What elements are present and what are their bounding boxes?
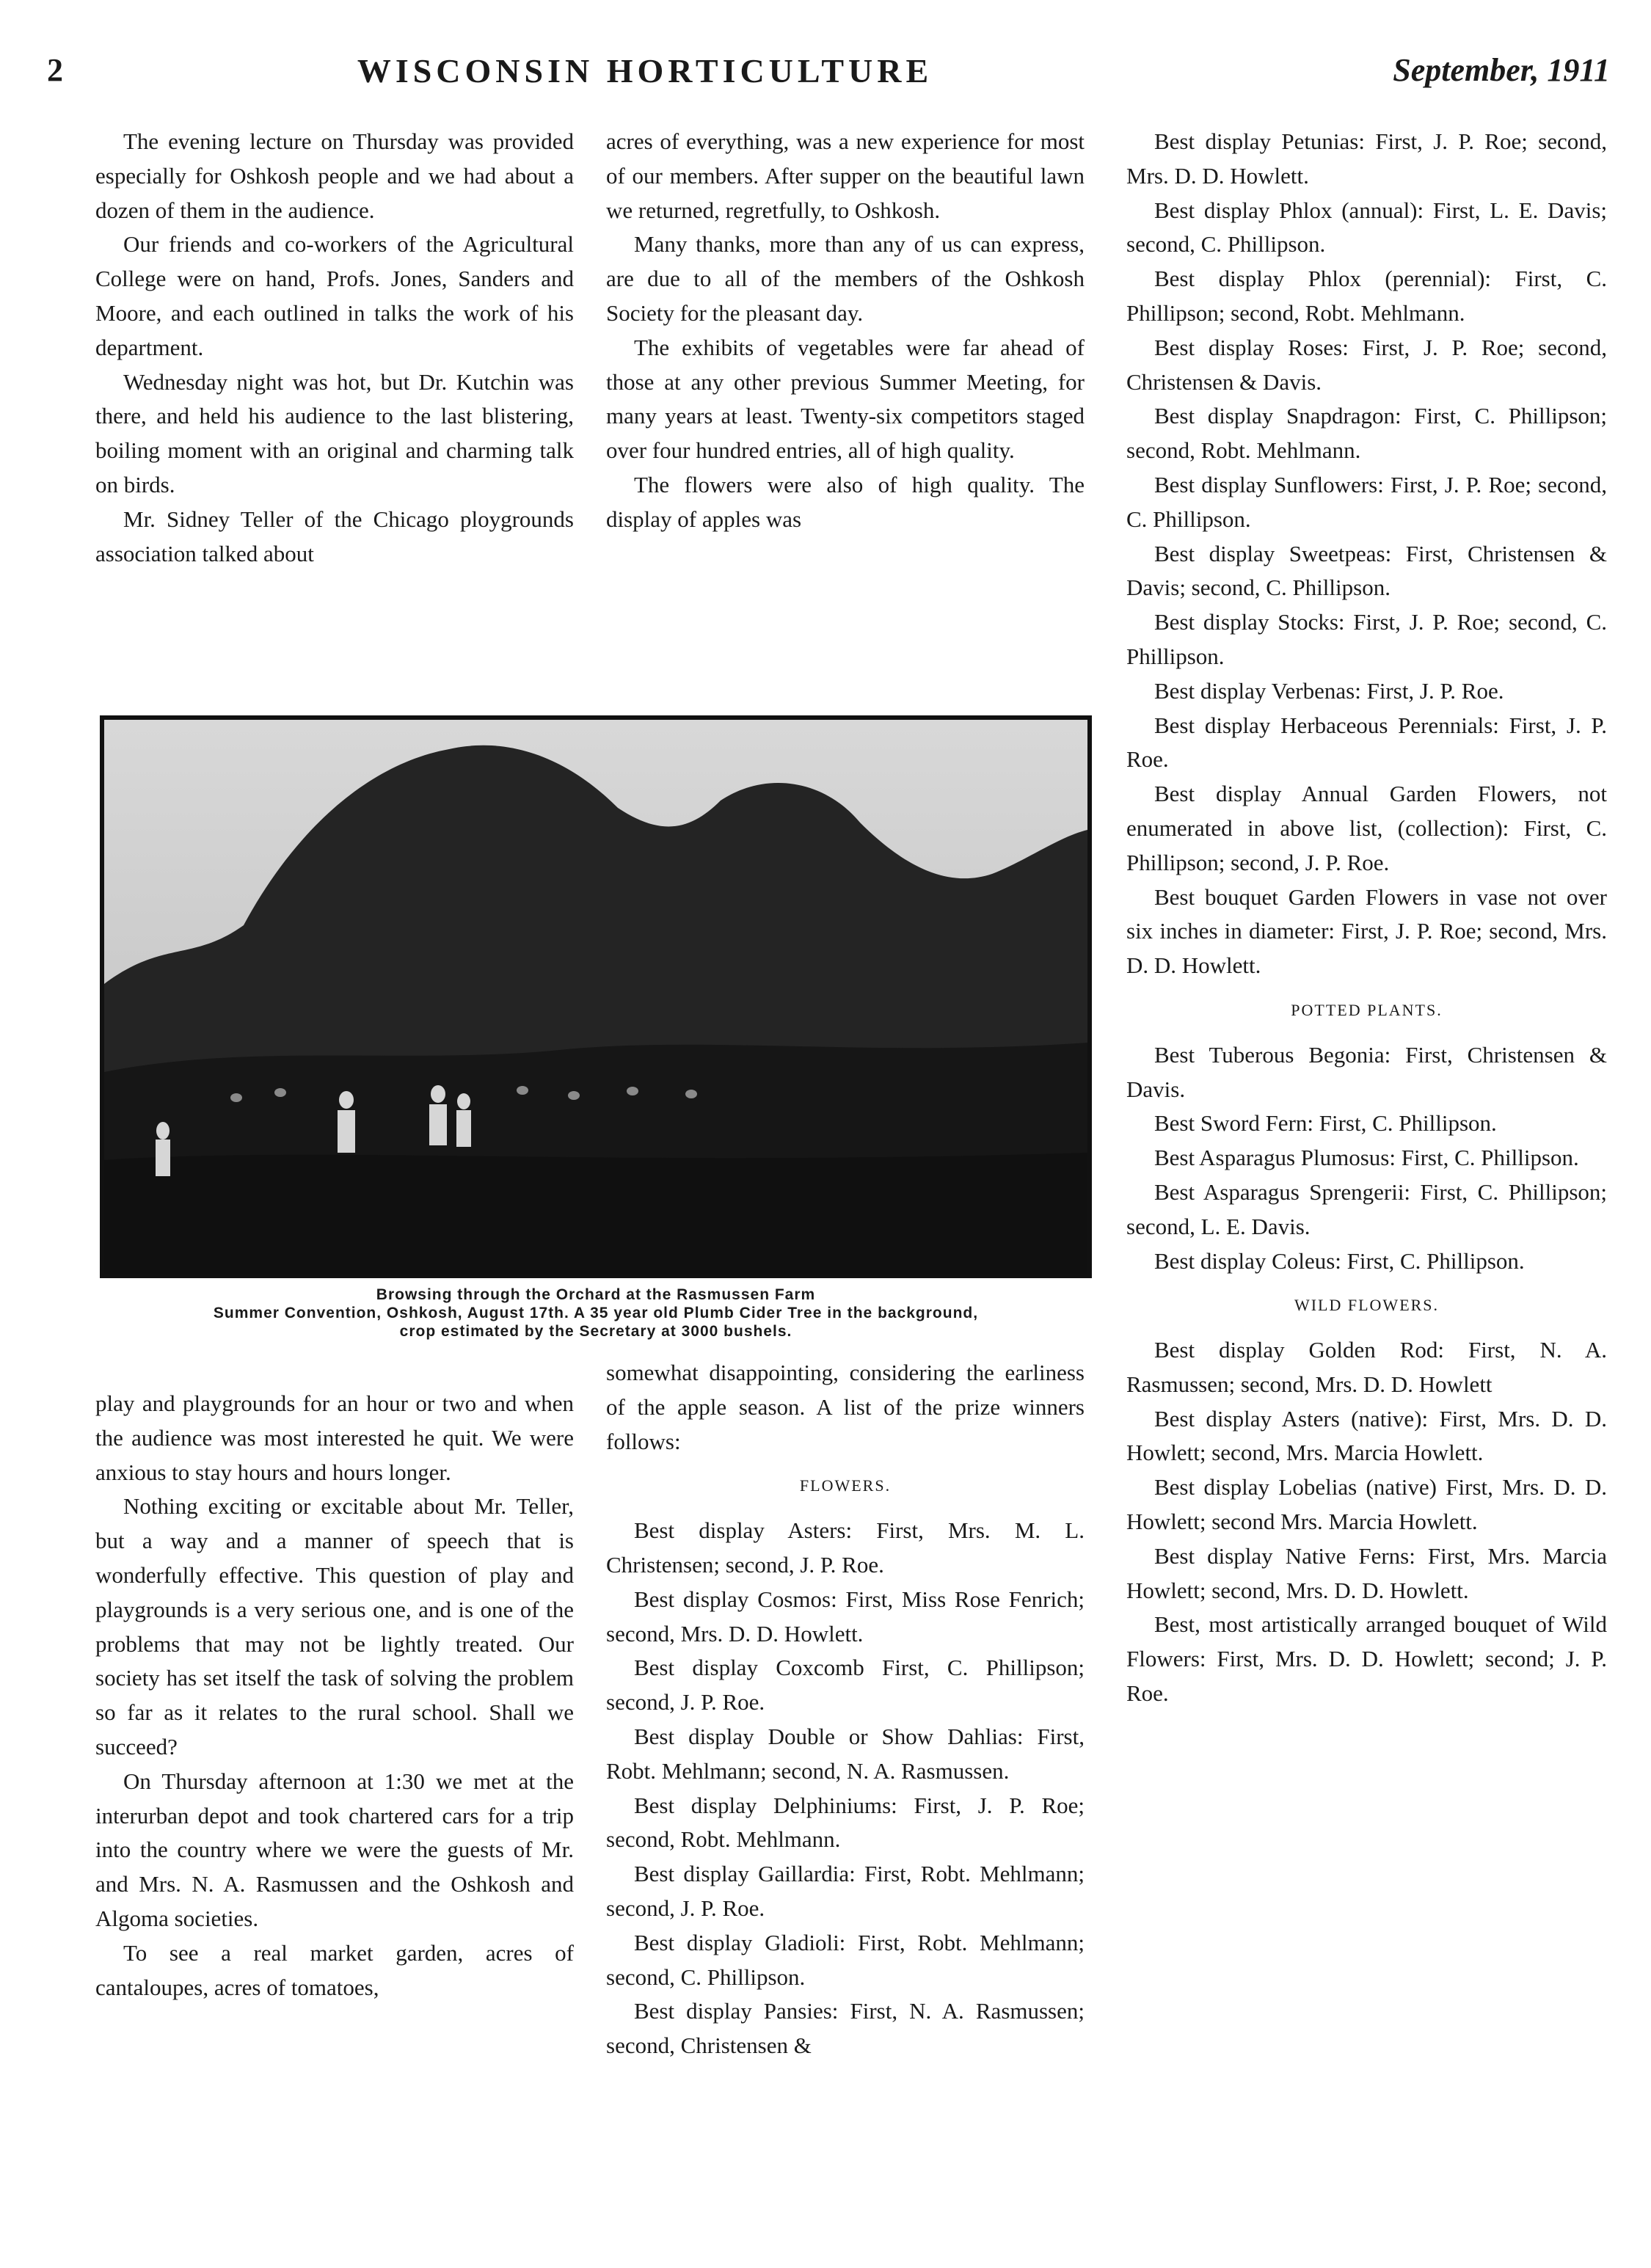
prize-entry: Best display Lobelias (native) First, Mrs. D. D. Howlett; second Mrs. Marcia Howlett. — [1126, 1474, 1607, 1535]
prize-entry: Best display Native Ferns: First, Mrs. Marcia Howlett; second, Mrs. D. D. Howlett. — [1126, 1542, 1607, 1603]
prize-entry: Best display Herbaceous Perennials: First, J. P. Roe. — [1126, 712, 1607, 773]
prize-entry: Best display Verbenas: First, J. P. Roe. — [1154, 677, 1504, 704]
caption-line: Summer Convention, Oshkosh, August 17th. A 35 year old Plumb Cider Tree in the background, — [213, 1305, 979, 1321]
section-heading-flowers: FLOWERS. — [799, 1476, 892, 1495]
paragraph: The evening lecture on Thursday was provided especially for Oshkosh people and we had about a dozen of them in the audience. — [95, 128, 574, 223]
page-header — [47, 51, 1610, 103]
prize-entry: Best Asparagus Sprengerii: First, C. Phillipson; second, L. E. Davis. — [1126, 1178, 1607, 1239]
prize-entry: Best display Phlox (annual): First, L. E. Davis; second, C. Phillipson. — [1126, 197, 1607, 258]
journal-title: WISCONSIN HORTICULTURE — [357, 52, 933, 90]
caption-title: Browsing through the Orchard at the Rasmussen Farm — [376, 1286, 816, 1303]
column-1-bottom — [95, 1387, 574, 2005]
prize-entry: Best display Stocks: First, J. P. Roe; second, C. Phillipson. — [1126, 609, 1607, 669]
prize-entry: Best display Gladioli: First, Robt. Mehlmann; second, C. Phillipson. — [606, 1929, 1085, 1990]
issue-date: September, 1911 — [1393, 52, 1610, 88]
section-heading-wild-flowers: WILD FLOWERS. — [1294, 1296, 1440, 1315]
paragraph: The exhibits of vegetables were far ahead of those at any other previous Summer Meeting, for many years at least. Twenty-six competitors staged over four hundred entries, all of high quality. — [606, 334, 1085, 464]
prize-entry: Best display Delphiniums: First, J. P. Roe; second, Robt. Mehlmann. — [606, 1792, 1085, 1853]
prize-entry: Best display Coxcomb First, C. Phillipson; second, J. P. Roe. — [606, 1655, 1085, 1715]
prize-entry: Best display Phlox (perennial): First, C. Phillipson; second, Robt. Mehlmann. — [1126, 266, 1607, 326]
column-3 — [1126, 125, 1607, 1711]
prize-entry: Best display Annual Garden Flowers, not enumerated in above list, (collection): First, C. Phillipson; second, J. P. Roe. — [1126, 781, 1607, 875]
prize-entry: Best display Roses: First, J. P. Roe; second, Christensen & Davis. — [1126, 334, 1607, 395]
prize-entry: Best display Gaillardia: First, Robt. Mehlmann; second, J. P. Roe. — [606, 1861, 1085, 1921]
prize-entry: Best display Cosmos: First, Miss Rose Fenrich; second, Mrs. D. D. Howlett. — [606, 1586, 1085, 1647]
prize-entry: Best display Snapdragon: First, C. Phillipson; second, Robt. Mehlmann. — [1126, 403, 1607, 464]
column-1-top — [95, 125, 574, 571]
orchard-photograph — [100, 715, 1092, 1278]
paragraph: The flowers were also of high quality. The display of apples was — [606, 471, 1085, 532]
column-2-bottom — [606, 1356, 1085, 2063]
paragraph: Our friends and co-workers of the Agricultural College were on hand, Profs. Jones, Sanders and Moore, and each outlined in talks the work of his department. — [95, 231, 574, 360]
paragraph: Nothing exciting or excitable about Mr. Teller, but a way and a manner of speech that is wonderfully effective. This question of play and playgrounds is a very serious one, and is one of the problems that may not be lightly treated. Our society has set itself the task of solving the problem so far as it relates to the rural school. Shall we succeed? — [95, 1493, 574, 1760]
prize-entry: Best display Golden Rod: First, N. A. Rasmussen; second, Mrs. D. D. Howlett — [1126, 1337, 1607, 1397]
paragraph: To see a real market garden, acres of cantaloupes, acres of tomatoes, — [95, 1939, 574, 2000]
page-number: 2 — [47, 52, 63, 88]
section-heading-potted-plants: POTTED PLANTS. — [1291, 1000, 1443, 1019]
prize-entry: Best Sword Fern: First, C. Phillipson. — [1154, 1110, 1497, 1137]
paragraph: somewhat disappointing, considering the earliness of the apple season. A list of the prize winners follows: — [606, 1360, 1085, 1454]
column-2-top — [606, 125, 1085, 537]
prize-entry: Best, most artistically arranged bouquet of Wild Flowers: First, Mrs. D. D. Howlett; second; J. P. Roe. — [1126, 1611, 1607, 1707]
paragraph: Wednesday night was hot, but Dr. Kutchin was there, and held his audience to the last blistering, boiling moment with an original and charming talk on birds. — [95, 368, 574, 497]
prize-entry: Best bouquet Garden Flowers in vase not over six inches in diameter: First, J. P. Roe; second, Mrs. D. D. Howlett. — [1126, 883, 1607, 979]
prize-entry: Best Asparagus Plumosus: First, C. Phillipson. — [1154, 1145, 1579, 1171]
paragraph: Many thanks, more than any of us can express, are due to all of the members of the Oshkosh Society for the pleasant day. — [606, 231, 1085, 326]
prize-entry: Best display Pansies: First, N. A. Rasmussen; second, Christensen & — [606, 1998, 1085, 2059]
photo-caption — [100, 1286, 1092, 1341]
prize-entry: Best display Petunias: First, J. P. Roe; second, Mrs. D. D. Howlett. — [1126, 128, 1607, 189]
paragraph: Mr. Sidney Teller of the Chicago ploygrounds association talked about — [95, 506, 574, 566]
prize-entry: Best display Asters (native): First, Mrs. D. D. Howlett; second, Mrs. Marcia Howlett. — [1126, 1405, 1607, 1466]
prize-entry: Best display Coleus: First, C. Phillipson. — [1154, 1247, 1525, 1274]
paragraph: play and playgrounds for an hour or two and when the audience was most interested he quit. We were anxious to stay hours and hours longer. — [95, 1390, 574, 1485]
prize-entry: Best display Double or Show Dahlias: First, Robt. Mehlmann; second, N. A. Rasmussen. — [606, 1723, 1085, 1784]
prize-entry: Best Tuberous Begonia: First, Christensen & Davis. — [1126, 1041, 1607, 1102]
prize-entry: Best display Asters: First, Mrs. M. L. Christensen; second, J. P. Roe. — [606, 1517, 1085, 1578]
orchard-photo-illustration — [104, 720, 1087, 1274]
paragraph: On Thursday afternoon at 1:30 we met at the interurban depot and took chartered cars for a trip into the country where we were the guests of Mr. and Mrs. N. A. Rasmussen and the Oshkosh and Algoma societies. — [95, 1768, 574, 1931]
caption-line: crop estimated by the Secretary at 3000 bushels. — [399, 1323, 792, 1340]
prize-entry: Best display Sunflowers: First, J. P. Roe; second, C. Phillipson. — [1126, 471, 1607, 532]
paragraph: acres of everything, was a new experience for most of our members. After supper on the beautiful lawn we returned, regretfully, to Oshkosh. — [606, 128, 1085, 223]
prize-entry: Best display Sweetpeas: First, Christensen & Davis; second, C. Phillipson. — [1126, 540, 1607, 601]
